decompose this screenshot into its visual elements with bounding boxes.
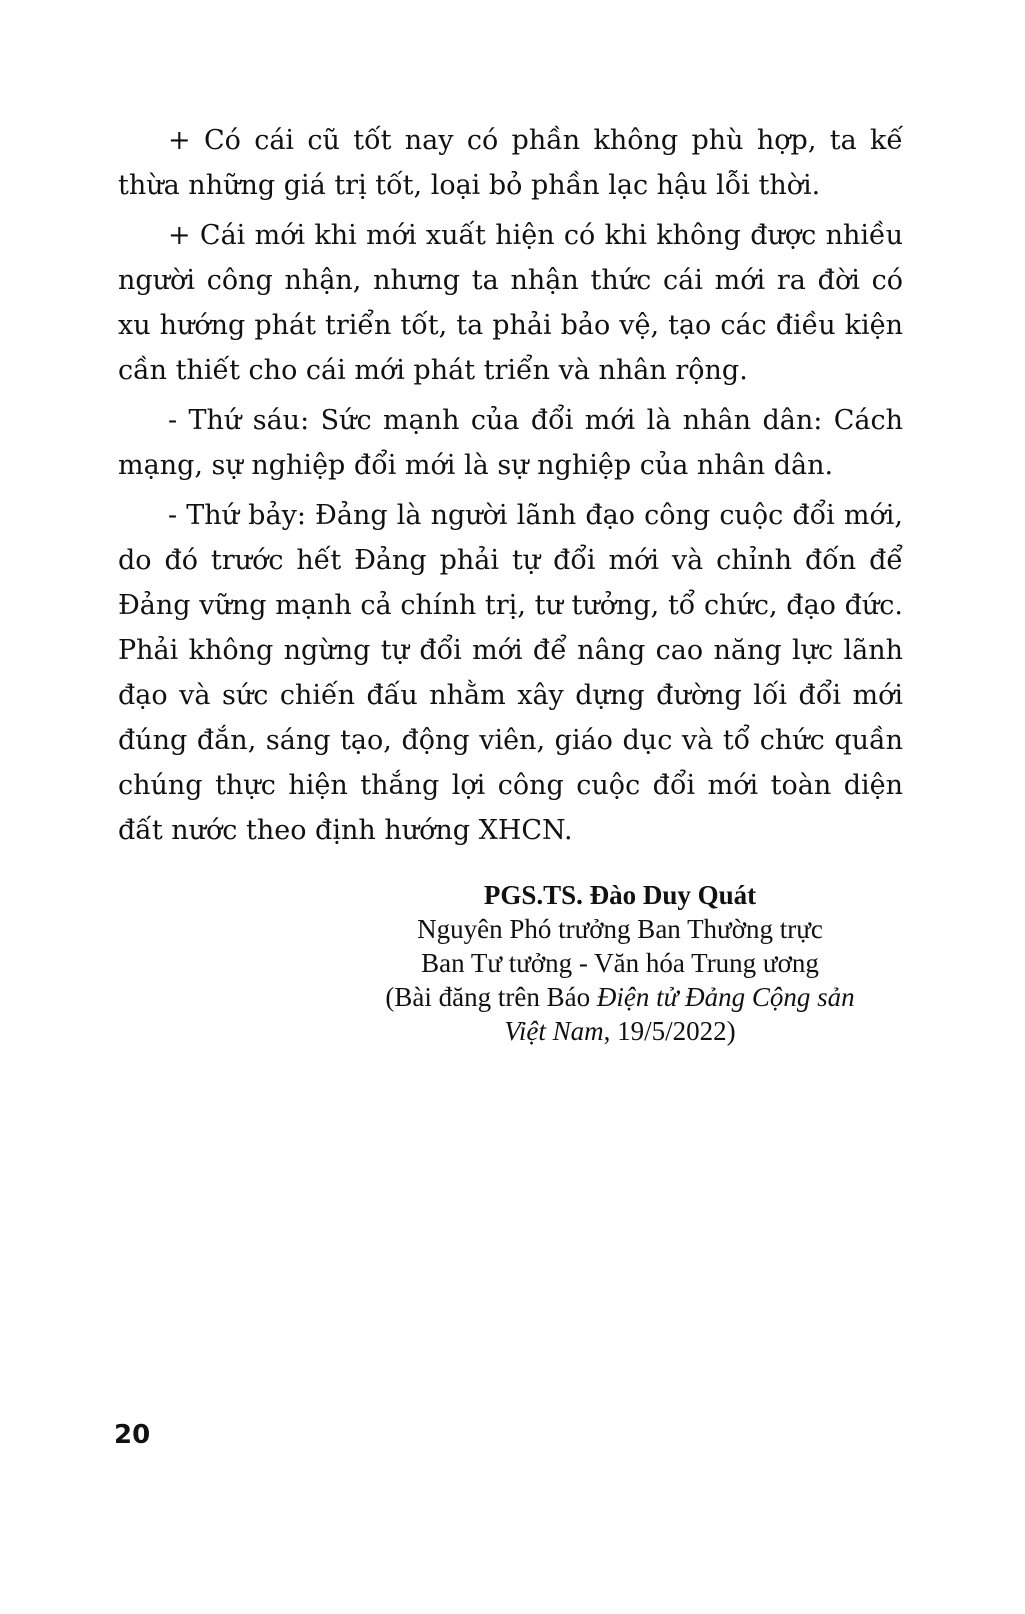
paragraph-protect-new: + Cái mới khi mới xuất hiện có khi không được nhiều người công nhận, nhưng ta nhận thức cái mới ra đời có xu hướng phát triển tốt, ta phải bảo vệ, tạo các điều kiện cần thiết cho cái mới phát triển và nhân rộng. bbox=[118, 220, 903, 386]
source-suffix: , 19/5/2022) bbox=[603, 1016, 736, 1046]
source-prefix: (Bài đăng trên Báo bbox=[385, 982, 597, 1012]
article-body bbox=[118, 118, 903, 858]
source-citation bbox=[370, 980, 870, 1048]
signature-block bbox=[370, 878, 870, 1048]
paragraph-inherit-old: + Có cái cũ tốt nay có phần không phù hợp, ta kế thừa những giá trị tốt, loại bỏ phần lạc hậu lỗi thời. bbox=[118, 125, 903, 201]
author-position-line-2: Ban Tư tưởng - Văn hóa Trung ương bbox=[421, 948, 819, 978]
source-publication: Điện tử Đảng Cộng sản Việt Nam bbox=[504, 982, 855, 1046]
author-position-line-1: Nguyên Phó trưởng Ban Thường trực bbox=[417, 914, 823, 944]
paragraph-sixth-point: - Thứ sáu: Sức mạnh của đổi mới là nhân dân: Cách mạng, sự nghiệp đổi mới là sự nghiệp của nhân dân. bbox=[118, 405, 903, 481]
page-number: 20 bbox=[114, 1420, 151, 1450]
author-name: PGS.TS. Đào Duy Quát bbox=[483, 880, 757, 910]
paragraph-seventh-point: - Thứ bảy: Đảng là người lãnh đạo công cuộc đổi mới, do đó trước hết Đảng phải tự đổi mới và chỉnh đốn để Đảng vững mạnh cả chính trị, tư tưởng, tổ chức, đạo đức. Phải không ngừng tự đổi mới để nâng cao năng lực lãnh đạo và sức chiến đấu nhằm xây dựng đường lối đổi mới đúng đắn, sáng tạo, động viên, giáo dục và tổ chức quần chúng thực hiện thắng lợi công cuộc đổi mới toàn diện đất nước theo định hướng XHCN. bbox=[118, 500, 903, 846]
